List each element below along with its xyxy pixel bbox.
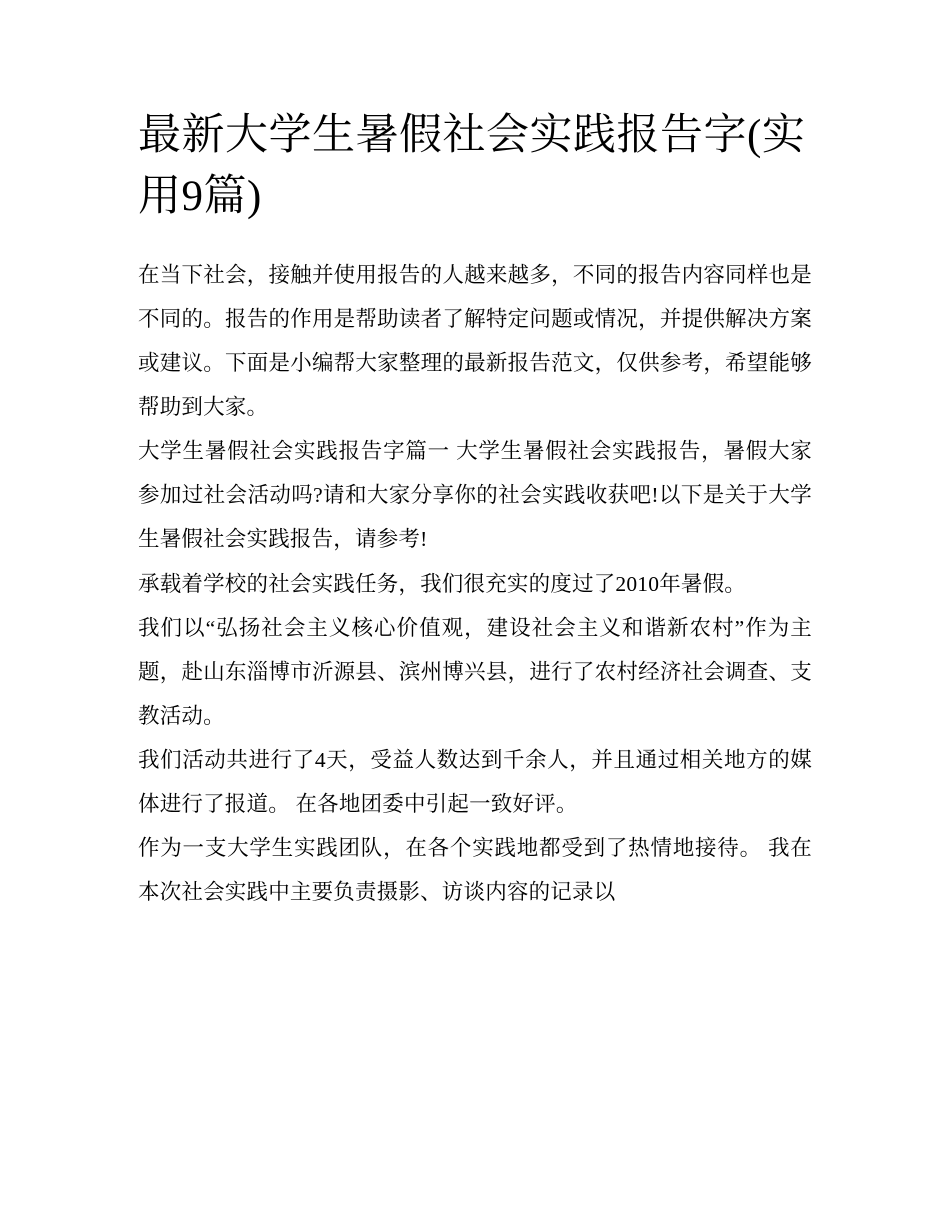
paragraph: 承载着学校的社会实践任务，我们很充实的度过了2010年暑假。 bbox=[138, 571, 747, 596]
paragraph: 在当下社会，接触并使用报告的人越来越多，不同的报告内容同样也是不同的。报告的作用是帮助读者了解特定问题或情况，并提供解决方案或建议。下面是小编帮大家整理的最新报告范文，仅供参考，希望能够帮助到大家。 bbox=[138, 263, 812, 420]
page-title: 最新大学生暑假社会实践报告字(实用9篇) bbox=[138, 112, 806, 221]
paragraph: 我们活动共进行了4天，受益人数达到千余人，并且通过相关地方的媒体进行了报道。 在各地团委中引起一致好评。 bbox=[138, 747, 812, 816]
document-body bbox=[138, 253, 812, 914]
paragraph: 作为一支大学生实践团队，在各个实践地都受到了热情地接待。 我在本次社会实践中主要负责摄影、访谈内容的记录以 bbox=[138, 835, 812, 904]
paragraph: 我们以“弘扬社会主义核心价值观，建设社会主义和谐新农村”作为主题，赴山东淄博市沂源县、滨州博兴县，进行了农村经济社会调查、支教活动。 bbox=[138, 615, 812, 728]
paragraph: 大学生暑假社会实践报告字篇一 大学生暑假社会实践报告，暑假大家参加过社会活动吗?请和大家分享你的社会实践收获吧!以下是关于大学生暑假社会实践报告，请参考! bbox=[138, 439, 812, 552]
